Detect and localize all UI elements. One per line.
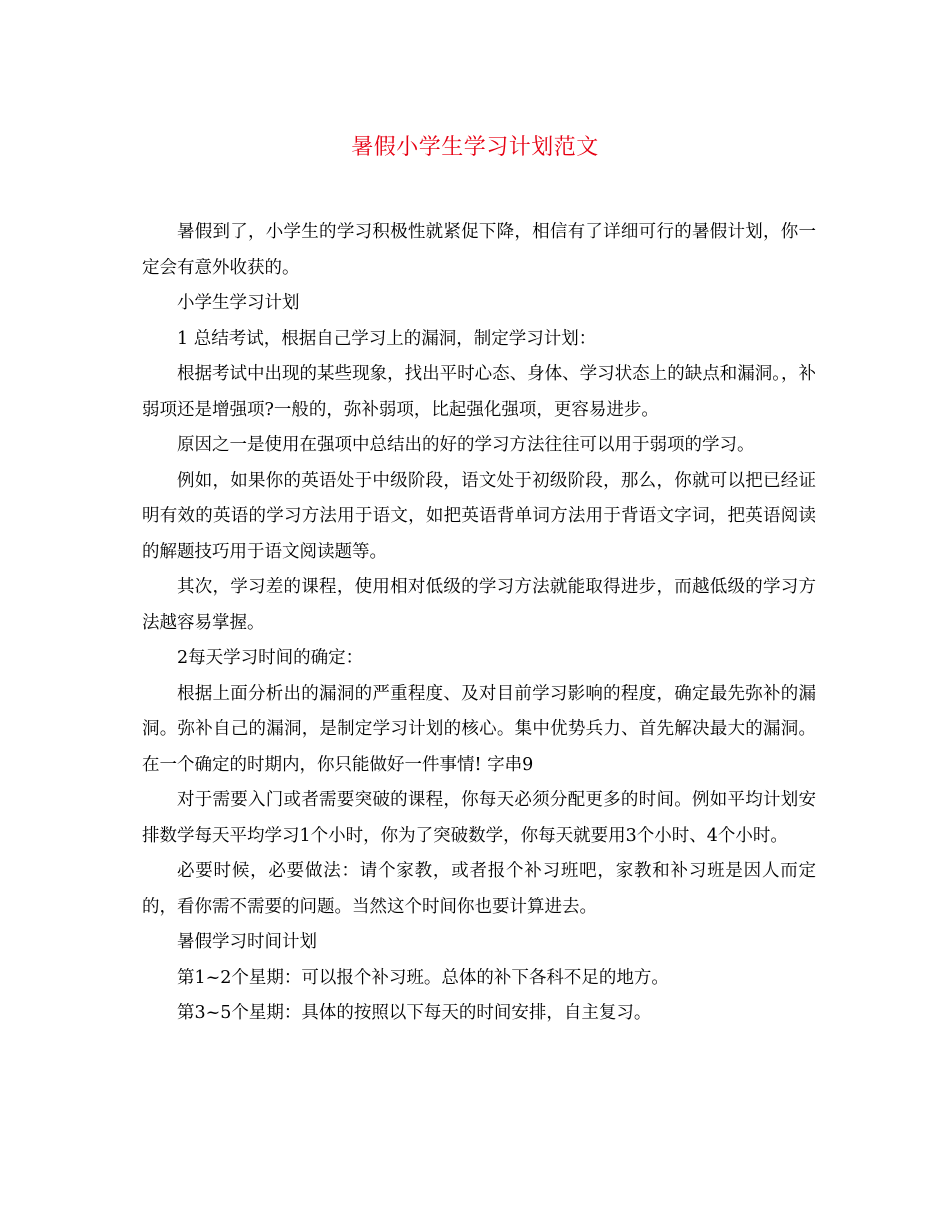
paragraph: 其次，学习差的课程，使用相对低级的学习方法就能取得进步，而越低级的学习方法越容易掌握。 <box>142 577 816 633</box>
paragraph: 1 总结考试，根据自己学习上的漏洞，制定学习计划： <box>177 328 597 349</box>
section-heading: 小学生学习计划 <box>177 293 300 313</box>
paragraph: 对于需要入门或者需要突破的课程，你每天必须分配更多的时间。例如平均计划安排数学每天平均学习1个小时，你为了突破数学，你每天就要用3个小时、4个小时。 <box>142 790 816 846</box>
paragraph: 暑假到了，小学生的学习积极性就紧促下降，相信有了详细可行的暑假计划，你一定会有意外收获的。 <box>142 222 816 278</box>
paragraph: 第1~2个星期：可以报个补习班。总体的补下各科不足的地方。 <box>177 967 669 988</box>
section-heading: 暑假学习时间计划 <box>177 932 317 952</box>
paragraph: 2每天学习时间的确定： <box>177 648 364 668</box>
document-title: 暑假小学生学习计划范文 <box>351 135 599 160</box>
paragraph: 根据考试中出现的某些现象，找出平时心态、身体、学习状态上的缺点和漏洞。，补弱项还是增强项?一般的，弥补弱项，比起强化强项，更容易进步。 <box>142 364 816 420</box>
paragraph: 原因之一是使用在强项中总结出的好的学习方法往往可以用于弱项的学习。 <box>177 435 755 455</box>
paragraph: 根据上面分析出的漏洞的严重程度、及对目前学习影响的程度，确定最先弥补的漏洞。弥补自己的漏洞，是制定学习计划的核心。集中优势兵力、首先解决最大的漏洞。在一个确定的时期内，你只能做好一件事情! 字串9 <box>142 683 816 775</box>
document-body <box>142 215 816 1032</box>
paragraph: 第3~5个星期：具体的按照以下每天的时间安排，自主复习。 <box>177 1003 652 1023</box>
paragraph: 必要时候，必要做法：请个家教，或者报个补习班吧，家教和补习班是因人而定的，看你需不需要的问题。当然这个时间你也要计算进去。 <box>142 861 816 917</box>
paragraph: 例如，如果你的英语处于中级阶段，语文处于初级阶段，那么，你就可以把已经证明有效的英语的学习方法用于语文，如把英语背单词方法用于背语文字词，把英语阅读的解题技巧用于语文阅读题等。 <box>142 470 816 562</box>
